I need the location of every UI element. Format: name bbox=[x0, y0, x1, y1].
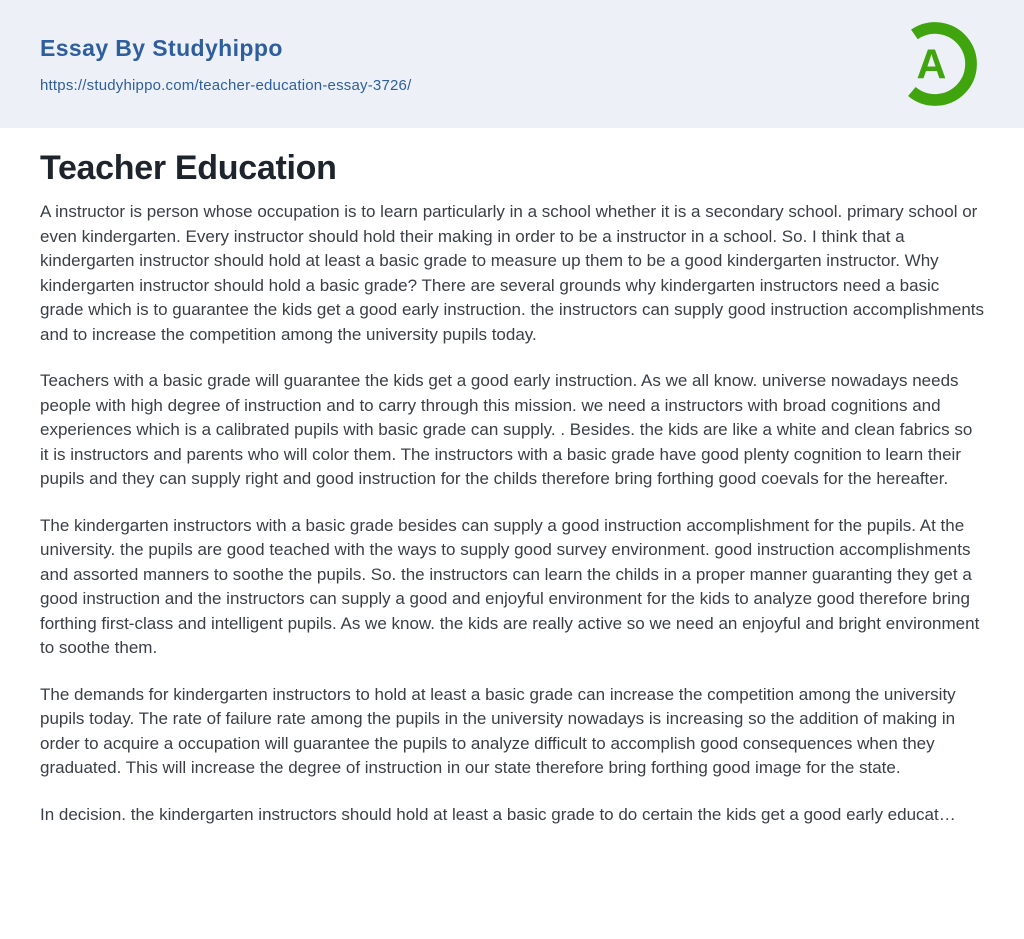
article-content bbox=[0, 149, 1024, 827]
studyhippo-logo bbox=[890, 19, 980, 109]
essay-paragraph-1: A instructor is person whose occupation is to learn particularly in a school whether it is a secondary school. primary school or even kindergarten. Every instructor should hold their making in order to be a instructor in a school. So. I think that a kindergarten instructor should hold at least a basic grade to measure up them to be a good kindergarten instructor. Why kindergarten instructor should hold a basic grade? There are several grounds why kindergarten instructors need a basic grade which is to guarantee the kids get a good early instruction. the instructors can supply good instruction accomplishments and to increase the competition among the university pupils today. bbox=[40, 202, 985, 344]
logo-letter: A bbox=[916, 41, 947, 88]
essay-url-link[interactable]: https://studyhippo.com/teacher-education-essay-3726/ bbox=[40, 76, 412, 94]
essay-paragraph-4: The demands for kindergarten instructors to hold at least a basic grade can increase the competition among the university pupils today. The rate of failure rate among the pupils in the university nowadays is increasing so the addition of making in order to acquire a occupation will guarantee the pupils to analyze difficult to accomplish good consequences when they graduated. This will increase the degree of instruction in our state therefore bring forthing good image for the state. bbox=[40, 684, 956, 777]
essay-paragraph-5: In decision. the kindergarten instructors should hold at least a basic grade to do certain the kids get a good early educat… bbox=[40, 804, 956, 824]
essay-paragraph-2: Teachers with a basic grade will guarantee the kids get a good early instruction. As we all know. universe nowadays needs people with high degree of instruction and to carry through this mission. we need a instructors with broad cognitions and experiences which is a calibrated pupils with basic grade can supply. . Besides. the kids are like a white and clean fabrics so it is instructors and parents who will color them. The instructors with a basic grade have good plenty cognition to learn their pupils and they can supply right and good instruction for the childs therefore bring forthing good coevals for the hereafter. bbox=[40, 371, 973, 488]
page-title: Teacher Education bbox=[40, 149, 337, 187]
essay-paragraph-3: The kindergarten instructors with a basic grade besides can supply a good instruction accomplishment for the pupils. At the university. the pupils are good teached with the ways to supply good survey environment. good instruction accomplishments and assorted manners to soothe the pupils. So. the instructors can learn the childs in a proper manner guaranting they get a good instruction and the instructors can supply a good and enjoyful environment for the kids to analyze good therefore bring forthing first-class and intelligent pupils. As we know. the kids are really active so we need an enjoyful and bright environment to soothe them. bbox=[40, 515, 980, 657]
header-text-block bbox=[40, 35, 411, 94]
page-header bbox=[0, 0, 1024, 128]
site-title: Essay By Studyhippo bbox=[40, 34, 283, 61]
logo-arc-icon bbox=[890, 19, 980, 109]
